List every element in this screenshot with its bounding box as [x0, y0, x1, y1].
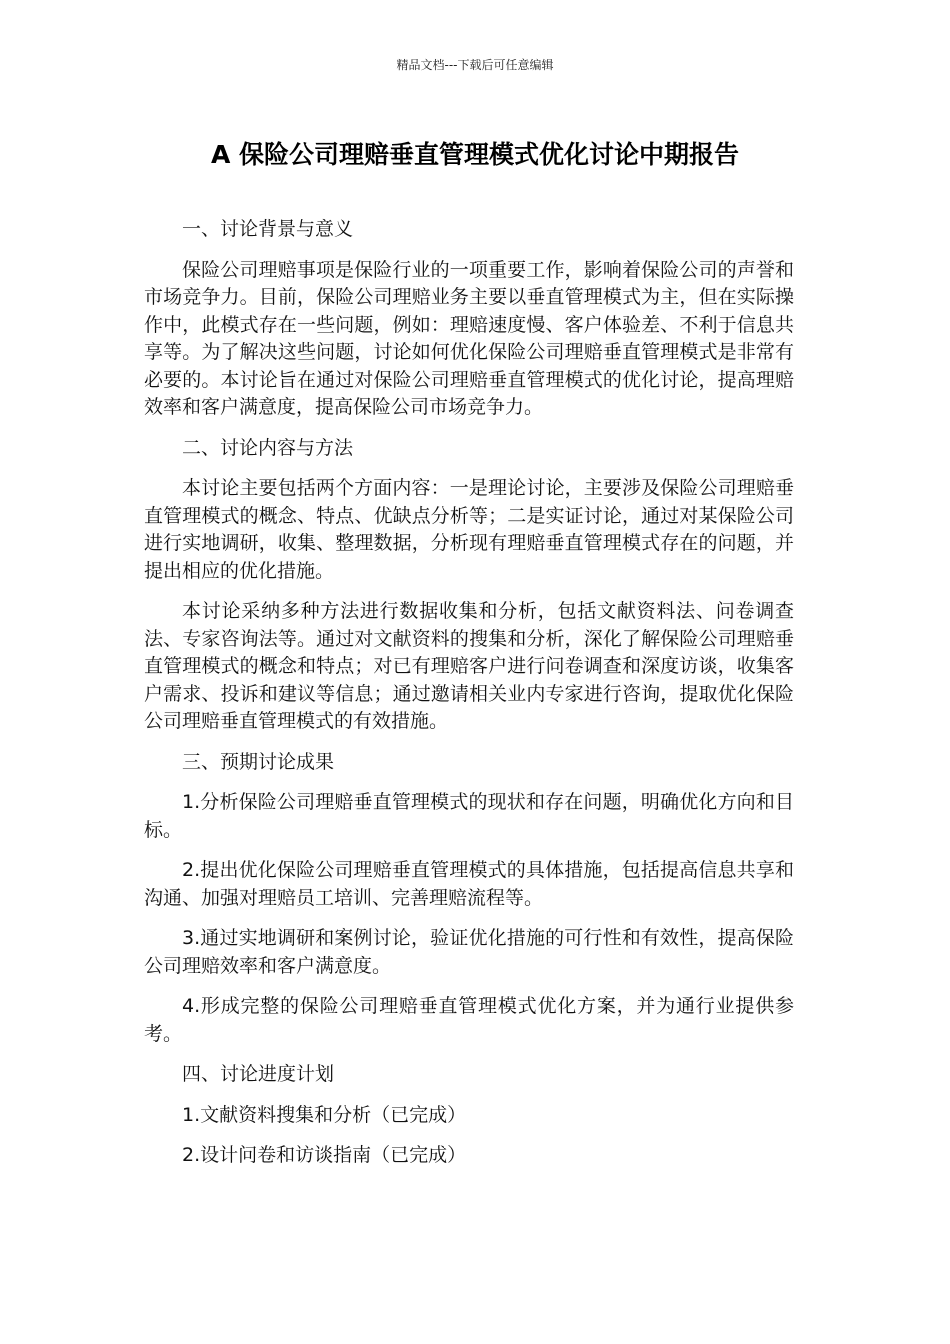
paragraph-background: 保险公司理赔事项是保险行业的一项重要工作，影响着保险公司的声誉和市场竞争力。目前，保险公司理赔业务主要以垂直管理模式为主，但在实际操作中，此模式存在一些问题，例如：理赔速度慢、客户体验差、不利于信息共享等。为了解决这些问题，讨论如何优化保险公司理赔垂直管理模式是非常有必要的。本讨论旨在通过对保险公司理赔垂直管理模式的优化讨论，提高理赔效率和客户满意度，提高保险公司市场竞争力。 [144, 258, 794, 418]
schedule-item-1: 1.文献资料搜集和分析（已完成） [182, 1103, 467, 1126]
result-item-4: 4.形成完整的保险公司理赔垂直管理模式优化方案，并为通行业提供参考。 [144, 995, 794, 1045]
paragraph-method: 本讨论采纳多种方法进行数据收集和分析，包括文献资料法、问卷调查法、专家咨询法等。通过对文献资料的搜集和分析，深化了解保险公司理赔垂直管理模式的概念和特点；对已有理赔客户进行问卷调查和深度访谈，收集客户需求、投诉和建议等信息；通过邀请相关业内专家进行咨询，提取优化保险公司理赔垂直管理模式的有效措施。 [144, 600, 794, 732]
paragraph-content: 本讨论主要包括两个方面内容：一是理论讨论，主要涉及保险公司理赔垂直管理模式的概念、特点、优缺点分析等；二是实证讨论，通过对某保险公司进行实地调研，收集、整理数据，分析现有理赔垂直管理模式存在的问题，并提出相应的优化措施。 [144, 477, 794, 582]
header-note: 精品文档---下载后可任意编辑 [396, 58, 554, 72]
section-heading-background: 一、讨论背景与意义 [182, 218, 354, 240]
section-heading-expected-results: 三、预期讨论成果 [182, 750, 335, 773]
document-body [144, 216, 794, 1183]
result-item-3: 3.通过实地调研和案例讨论，验证优化措施的可行性和有效性，提高保险公司理赔效率和客户满意度。 [144, 927, 794, 977]
schedule-item-2: 2.设计问卷和访谈指南（已完成） [182, 1144, 467, 1166]
result-item-1: 1.分析保险公司理赔垂直管理模式的现状和存在问题，明确优化方向和目标。 [144, 791, 794, 841]
section-heading-schedule: 四、讨论进度计划 [182, 1063, 335, 1085]
document-title: A 保险公司理赔垂直管理模式优化讨论中期报告 [210, 140, 740, 169]
section-heading-content-method: 二、讨论内容与方法 [182, 436, 354, 459]
result-item-2: 2.提出优化保险公司理赔垂直管理模式的具体措施，包括提高信息共享和沟通、加强对理赔员工培训、完善理赔流程等。 [144, 859, 794, 909]
